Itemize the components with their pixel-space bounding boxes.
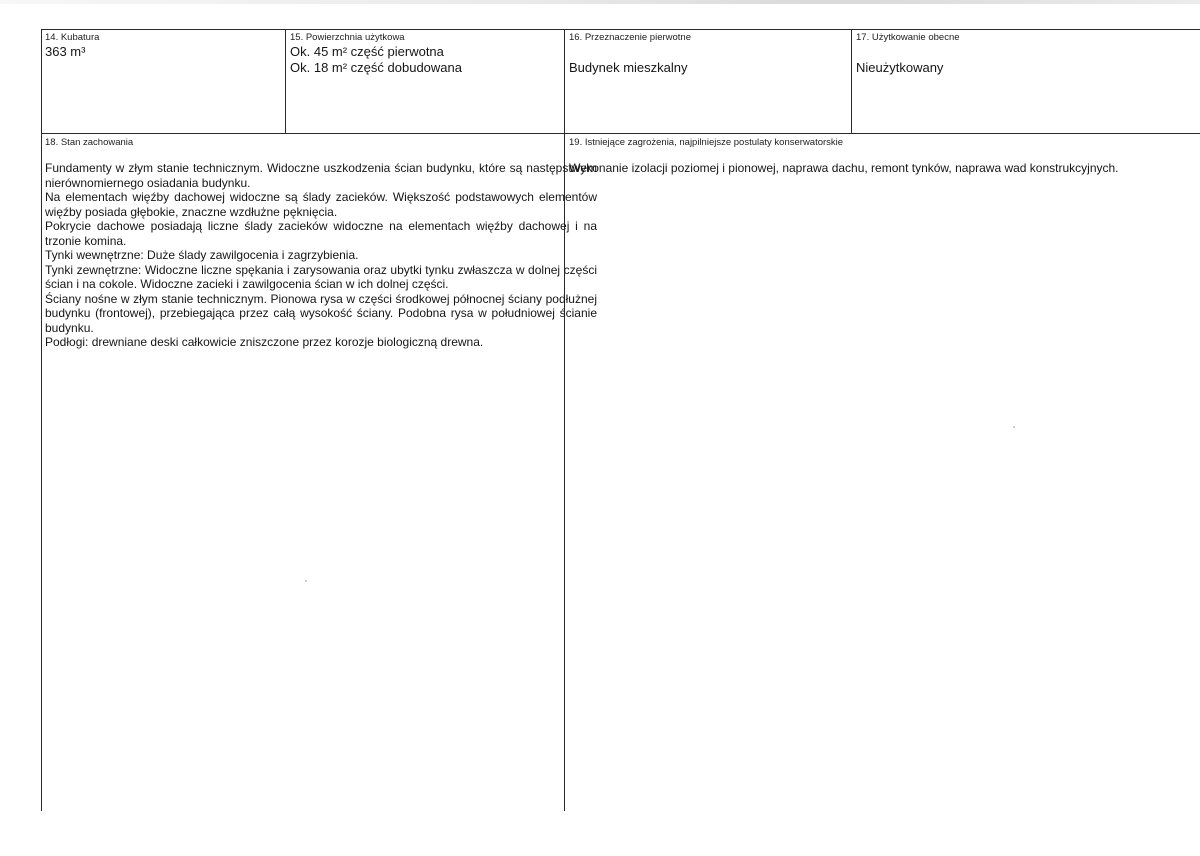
- uzytkowanie-label: 17. Użytkowanie obecne: [856, 32, 960, 43]
- stan-paragraph: Tynki wewnętrzne: Duże ślady zawilgocenia i zagrzybienia.: [45, 248, 359, 262]
- stan-paragraph: Na elementach więźby dachowej widoczne są ślady zacieków. Większość podstawowych elementów więźby posiada głębokie, znaczne wzdłużne pęknięcia.: [45, 190, 597, 219]
- scan-speck: [1013, 426, 1015, 428]
- przeznaczenie-value: Budynek mieszkalny: [569, 60, 688, 75]
- stan-paragraph: Fundamenty w złym stanie technicznym. Widoczne uszkodzenia ścian budynku, które są następstwem nierównomiernego osiadania budynku.: [45, 161, 597, 190]
- stan-paragraph: Tynki zewnętrzne: Widoczne liczne spękania i zarysowania oraz ubytki tynku zwłaszcza w dolnej części ścian i na cokole. Widoczne zacieki i zawilgocenia ścian w ich dolnej części.: [45, 262, 597, 291]
- kubatura-label: 14. Kubatura: [45, 32, 100, 43]
- powierzchnia-line2: Ok. 18 m² część dobudowana: [290, 60, 462, 75]
- cell-powierzchnia: [286, 29, 564, 133]
- kubatura-value: 363 m³: [45, 44, 86, 59]
- uzytkowanie-value: Nieużytkowany: [856, 60, 944, 75]
- cell-zagrozenia: [565, 134, 1200, 811]
- zagrozenia-label: 19. Istniejące zagrożenia, najpilniejsze postulaty konserwatorskie: [569, 137, 844, 148]
- record-card: [41, 29, 1200, 811]
- cell-stan-zachowania: [41, 134, 597, 811]
- scan-speck: [305, 580, 307, 582]
- zagrozenia-text: Wykonanie izolacji poziomej i pionowej, naprawa dachu, remont tynków, naprawa wad konstrukcyjnych.: [569, 161, 1119, 175]
- stan-paragraph: Pokrycie dachowe posiadają liczne ślady zacieków widoczne na elementach więźby dachowej i na trzonie komina.: [45, 219, 597, 248]
- stan-paragraph: Ściany nośne w złym stanie technicznym. Pionowa rysa w części środkowej północnej ściany podłużnej budynku (frontowej), przebiegająca przez całą wysokość ściany. Podobna rysa w południowej ścianie budynku.: [45, 291, 597, 335]
- cell-kubatura: [41, 29, 285, 133]
- powierzchnia-line1: Ok. 45 m² część pierwotna: [290, 44, 444, 59]
- stan-label: 18. Stan zachowania: [45, 137, 134, 148]
- scan-edge: [0, 0, 1200, 4]
- stan-text: [45, 161, 597, 350]
- powierzchnia-label: 15. Powierzchnia użytkowa: [290, 32, 405, 43]
- stan-paragraph: Podłogi: drewniane deski całkowicie zniszczone przez korozje biologiczną drewna.: [45, 335, 484, 349]
- cell-uzytkowanie: [852, 29, 1200, 133]
- przeznaczenie-label: 16. Przeznaczenie pierwotne: [569, 32, 691, 43]
- cell-przeznaczenie: [565, 29, 851, 133]
